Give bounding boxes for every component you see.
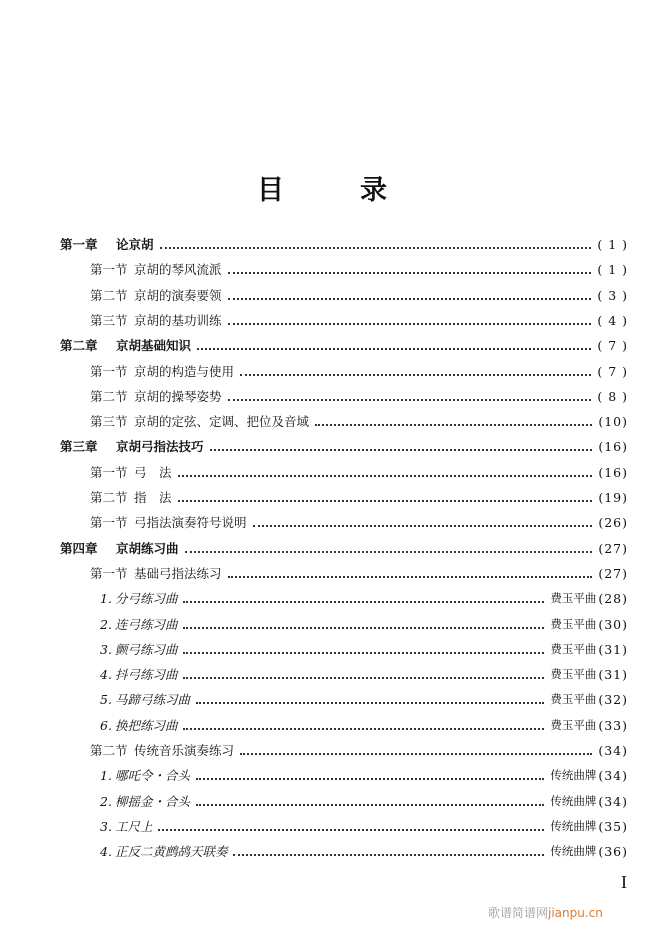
toc-label	[90, 564, 222, 582]
toc-title: 颤弓练习曲	[114, 642, 178, 657]
toc-number: 1.	[100, 768, 112, 783]
toc-page-number: (16)	[598, 464, 628, 480]
toc-page-number: ( 8 )	[597, 388, 628, 404]
dot-leader	[240, 373, 591, 376]
dot-leader	[233, 853, 544, 856]
dot-leader	[196, 701, 544, 704]
toc-label	[90, 412, 309, 430]
toc-number: 第二章	[60, 338, 98, 353]
toc-page-number: (34)	[598, 742, 628, 758]
toc-title: 京胡的基功训练	[134, 313, 222, 328]
toc-composer: 费玉平曲	[550, 667, 597, 681]
toc-label	[100, 589, 177, 607]
toc-title: 京胡的演奏要领	[134, 288, 222, 303]
dot-leader	[183, 626, 544, 629]
toc-label	[90, 260, 222, 278]
toc-title: 京胡的操琴姿势	[134, 389, 222, 404]
dot-leader	[183, 727, 544, 730]
toc-number: 第一节	[90, 515, 128, 530]
watermark	[488, 904, 603, 921]
dot-leader	[183, 676, 544, 679]
dot-leader	[228, 398, 592, 401]
toc-label	[90, 488, 172, 506]
toc-label	[100, 665, 177, 683]
toc-row-section[interactable]	[90, 510, 628, 534]
toc-row-section[interactable]	[90, 359, 628, 383]
toc-row-chapter[interactable]	[60, 536, 628, 560]
toc-title: 京胡的构造与使用	[134, 364, 235, 379]
toc-number: 3.	[100, 642, 112, 657]
toc-title: 京胡的琴风流派	[134, 262, 222, 277]
toc-label	[90, 362, 234, 380]
toc-row-chapter[interactable]	[60, 333, 628, 357]
toc-row-section[interactable]	[90, 561, 628, 585]
toc-title: 传统音乐演奏练习	[134, 743, 235, 758]
toc-composer: 传统曲牌	[550, 794, 597, 808]
toc-label	[90, 463, 172, 481]
toc-label	[100, 817, 152, 835]
toc-number: 3.	[100, 819, 112, 834]
toc-page-number: (33)	[598, 717, 628, 733]
toc-page-number: (28)	[598, 590, 628, 606]
toc-row-section[interactable]	[90, 485, 628, 509]
toc-row-chapter[interactable]	[60, 434, 628, 458]
toc-composer: 费玉平曲	[550, 642, 597, 656]
toc-number: 1.	[100, 591, 112, 606]
toc-title: 哪吒令・合头	[114, 768, 190, 783]
toc-row-section[interactable]	[90, 308, 628, 332]
toc-composer: 传统曲牌	[550, 819, 597, 833]
toc-row-piece[interactable]	[100, 662, 628, 686]
dot-leader	[183, 651, 544, 654]
dot-leader	[240, 752, 592, 755]
toc-number: 5.	[100, 692, 112, 707]
toc-row-piece[interactable]	[100, 763, 628, 787]
toc-title: 京胡练习曲	[116, 541, 179, 556]
toc-composer: 费玉平曲	[550, 692, 597, 706]
toc-composer: 传统曲牌	[550, 844, 597, 858]
toc-row-piece[interactable]	[100, 713, 628, 737]
toc-page-number: ( 7 )	[597, 337, 628, 353]
dot-leader	[185, 550, 593, 553]
toc-title: 正反二黄鹧鸪天联奏	[114, 844, 228, 859]
toc-row-chapter[interactable]	[60, 232, 628, 256]
toc-number: 2.	[100, 794, 112, 809]
dot-leader	[196, 777, 544, 780]
toc-number: 4.	[100, 844, 112, 859]
dot-leader	[196, 803, 544, 806]
dot-leader	[228, 297, 592, 300]
toc-title: 弓 法	[134, 465, 172, 480]
dot-leader	[315, 423, 592, 426]
toc-title: 分弓练习曲	[114, 591, 178, 606]
toc-number: 第三章	[60, 439, 98, 454]
watermark-text: 歌谱简谱网	[488, 906, 549, 920]
toc-row-section[interactable]	[90, 257, 628, 281]
dot-leader	[228, 575, 593, 578]
toc-title: 换把练习曲	[114, 718, 178, 733]
page-title	[0, 168, 646, 207]
toc-composer: 费玉平曲	[550, 617, 597, 631]
toc-title: 连弓练习曲	[114, 617, 178, 632]
toc-label	[100, 766, 190, 784]
toc-page-number: (34)	[598, 767, 628, 783]
toc-label	[60, 539, 179, 557]
toc-title: 指 法	[134, 490, 172, 505]
toc-title: 柳摇金・合头	[114, 794, 190, 809]
toc-number: 第二节	[90, 490, 128, 505]
toc-title: 京胡的定弦、定调、把位及音域	[134, 414, 310, 429]
title-char-2: 录	[360, 175, 389, 206]
toc-label	[100, 716, 177, 734]
dot-leader	[228, 271, 592, 274]
toc-row-section[interactable]	[90, 460, 628, 484]
toc-page-number: ( 4 )	[597, 312, 628, 328]
toc-title: 工尺上	[114, 819, 153, 834]
toc-label	[100, 640, 177, 658]
dot-leader	[228, 322, 592, 325]
toc-row-piece[interactable]	[100, 814, 628, 838]
toc-title: 抖弓练习曲	[114, 667, 178, 682]
toc-row-piece[interactable]	[100, 687, 628, 711]
toc-row-piece[interactable]	[100, 586, 628, 610]
dot-leader	[178, 499, 593, 502]
toc-label	[100, 842, 227, 860]
toc-page-number: (16)	[598, 438, 628, 454]
toc-label	[100, 690, 190, 708]
toc-number: 第一节	[90, 262, 128, 277]
toc-title: 弓指法演奏符号说明	[134, 515, 247, 530]
toc-page-number: (19)	[598, 489, 628, 505]
toc-label	[60, 336, 191, 354]
toc-title: 京胡弓指法技巧	[116, 439, 204, 454]
toc-composer: 传统曲牌	[550, 768, 597, 782]
toc-page-number: ( 1 )	[597, 261, 628, 277]
toc-row-piece[interactable]	[100, 637, 628, 661]
toc-composer: 费玉平曲	[550, 591, 597, 605]
toc-label	[90, 387, 222, 405]
toc-number: 第三节	[90, 313, 128, 328]
toc-page-number: ( 1 )	[597, 236, 628, 252]
toc-number: 第一节	[90, 566, 128, 581]
toc-page-number: (31)	[598, 666, 628, 682]
toc-title: 马蹄弓练习曲	[114, 692, 190, 707]
toc-number: 第三节	[90, 414, 128, 429]
toc-label	[60, 235, 154, 253]
toc-page-number: (35)	[598, 818, 628, 834]
toc-page-number: (26)	[598, 514, 628, 530]
toc-number: 4.	[100, 667, 112, 682]
toc-label	[90, 286, 222, 304]
toc-page-number: (27)	[598, 540, 628, 556]
toc-row-section[interactable]	[90, 283, 628, 307]
toc-number: 第一节	[90, 364, 128, 379]
toc-number: 第二节	[90, 743, 128, 758]
toc-row-section[interactable]	[90, 384, 628, 408]
dot-leader	[178, 474, 593, 477]
toc-row-section[interactable]	[90, 738, 628, 762]
toc-number: 第二节	[90, 288, 128, 303]
toc-page-number: ( 7 )	[597, 363, 628, 379]
toc-number: 第一节	[90, 465, 128, 480]
toc-page-number: (30)	[598, 616, 628, 632]
title-char-1: 目	[257, 175, 286, 206]
toc-number: 6.	[100, 718, 112, 733]
toc-page-number: (27)	[598, 565, 628, 581]
toc-title: 京胡基础知识	[116, 338, 192, 353]
watermark-site: jianpu.cn	[548, 906, 603, 920]
page-number: I	[621, 872, 627, 892]
toc-page-number: (34)	[598, 793, 628, 809]
toc-row-piece[interactable]	[100, 839, 628, 863]
toc-row-piece[interactable]	[100, 612, 628, 636]
dot-leader	[210, 448, 593, 451]
toc-row-piece[interactable]	[100, 789, 628, 813]
toc-page-number: (10)	[598, 413, 628, 429]
toc-number: 第四章	[60, 541, 98, 556]
toc-label	[90, 513, 247, 531]
toc-page-number: (36)	[598, 843, 628, 859]
toc-number: 第二节	[90, 389, 128, 404]
dot-leader	[253, 524, 593, 527]
toc-label	[90, 741, 234, 759]
toc-page-number: (32)	[598, 691, 628, 707]
toc-row-section[interactable]	[90, 409, 628, 433]
toc-label	[100, 615, 177, 633]
toc-label	[90, 311, 222, 329]
dot-leader	[197, 347, 591, 350]
dot-leader	[160, 246, 592, 249]
toc-title: 基础弓指法练习	[134, 566, 222, 581]
toc-number: 第一章	[60, 237, 98, 252]
toc-label	[60, 437, 204, 455]
dot-leader	[183, 600, 544, 603]
toc-page-number: (31)	[598, 641, 628, 657]
toc-page-number: ( 3 )	[597, 287, 628, 303]
toc-label	[100, 792, 190, 810]
toc-composer: 费玉平曲	[550, 718, 597, 732]
toc-title: 论京胡	[116, 237, 154, 252]
dot-leader	[158, 828, 544, 831]
toc-number: 2.	[100, 617, 112, 632]
